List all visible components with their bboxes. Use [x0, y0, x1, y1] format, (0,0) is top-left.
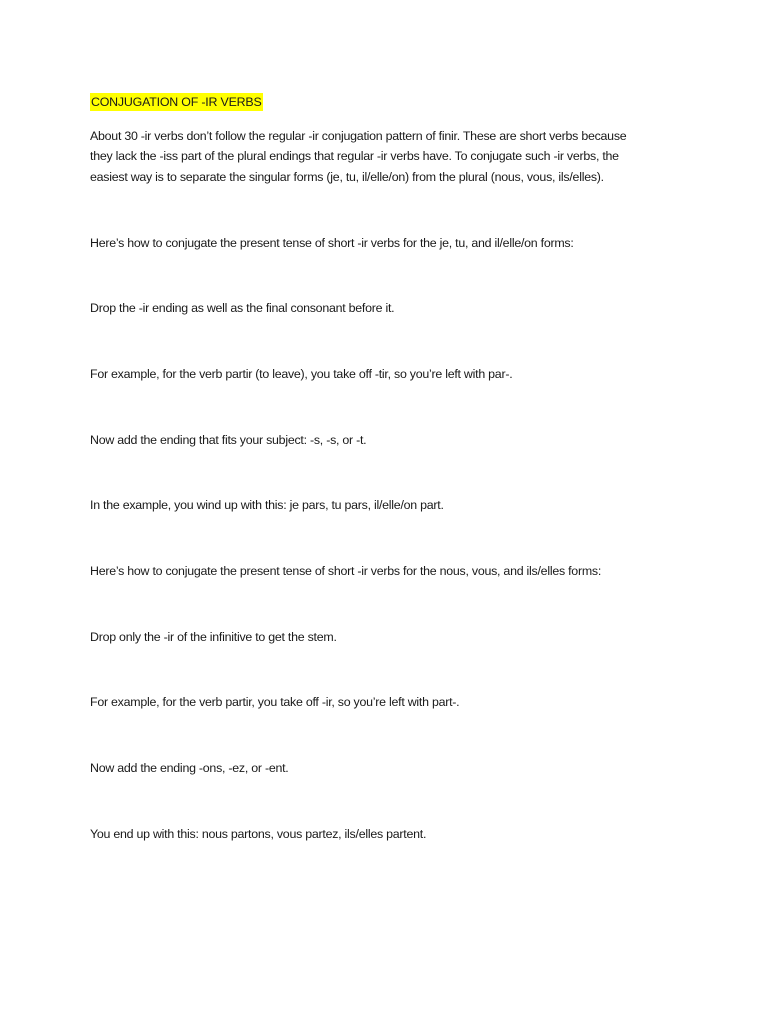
intro-paragraph	[90, 126, 690, 187]
paragraph-example-partir: For example, for the verb partir (to leave), you take off -tir, so you’re left with par-.	[90, 367, 513, 381]
paragraph-plural-intro: Here’s how to conjugate the present tense of short -ir verbs for the nous, vous, and ils/elles forms:	[90, 564, 602, 578]
paragraph-drop-ending: Drop the -ir ending as well as the final consonant before it.	[90, 301, 395, 315]
paragraph-singular-result: In the example, you wind up with this: je pars, tu pars, il/elle/on part.	[90, 498, 444, 512]
intro-line: they lack the -iss part of the plural endings that regular -ir verbs have. To conjugate such -ir verbs, the	[90, 149, 619, 164]
intro-line: About 30 -ir verbs don’t follow the regular -ir conjugation pattern of finir. These are short verbs because	[90, 129, 627, 143]
document-title: CONJUGATION OF -IR VERBS	[91, 95, 262, 109]
paragraph-singular-intro: Here’s how to conjugate the present tense of short -ir verbs for the je, tu, and il/elle/on forms:	[90, 236, 574, 250]
paragraph-example-part: For example, for the verb partir, you take off -ir, so you’re left with part-.	[90, 695, 460, 709]
paragraph-drop-ir: Drop only the -ir of the infinitive to get the stem.	[90, 630, 337, 644]
paragraph-plural-result: You end up with this: nous partons, vous partez, ils/elles partent.	[90, 827, 427, 841]
intro-line: easiest way is to separate the singular forms (je, tu, il/elle/on) from the plural (nous, vous, ils/elles).	[90, 169, 604, 184]
paragraph-add-ending: Now add the ending that fits your subject: -s, -s, or -t.	[90, 433, 367, 447]
paragraph-plural-endings: Now add the ending -ons, -ez, or -ent.	[90, 761, 289, 775]
